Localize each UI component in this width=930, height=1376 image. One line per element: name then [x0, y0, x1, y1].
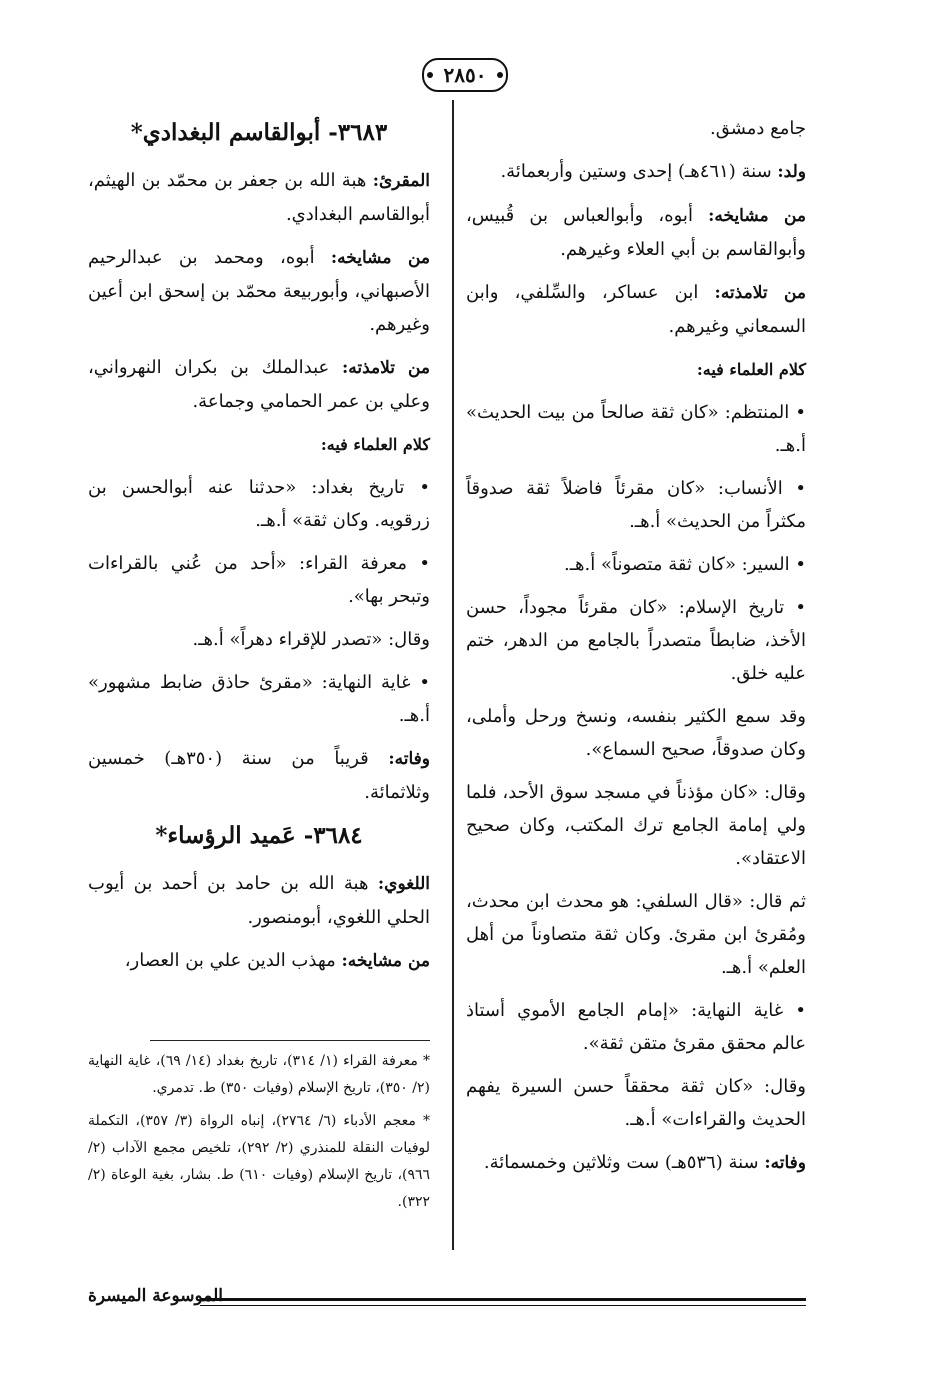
footnote: * معرفة القراء (١/ ٣١٤)، تاريخ بغداد (١٤/ ٦٩)، غاية النهاية (٢/ ٣٥٠)، تاريخ الإسلام (وفيات ٣٥٠) ط. تدمري. [88, 1053, 430, 1096]
birth-paragraph [466, 155, 806, 189]
label: من مشايخه: [330, 248, 431, 268]
text: مهذب الدين علي بن العصار، [124, 950, 342, 971]
quote: وقال: «تصدر للإقراء دهراً» أ.هـ. [192, 629, 430, 650]
label: ولد: [777, 162, 806, 182]
paragraph: جامع دمشق. [709, 118, 806, 139]
column-divider [452, 100, 454, 1250]
scholars-heading: كلام العلماء فيه: [320, 435, 430, 454]
page-number: ٢٨٥٠ [422, 58, 508, 92]
text: سنة (٤٦١هـ) إحدى وستين وأربعمائة. [500, 161, 778, 182]
quote: • تاريخ الإسلام: «كان مقرئاً مجوداً، حسن الأخذ، ضابطاً متصدراً بالجامع من الدهر، ختم عليه خلق. [466, 597, 806, 684]
name-paragraph [88, 164, 430, 231]
label: من تلامذته: [342, 358, 430, 378]
death-paragraph [88, 742, 430, 809]
right-column [466, 112, 806, 1190]
quote: وقال: «كان مؤذناً في مسجد سوق الأحد، فلما ولي إمامة الجامع ترك المكتب، وكان صحيح الاعتقاد». [466, 782, 806, 869]
text: هبة الله بن جعفر بن محمّد بن الهيثم، أبوالقاسم البغدادي. [88, 170, 430, 225]
death-paragraph [466, 1146, 806, 1180]
scholars-heading: كلام العلماء فيه: [696, 360, 806, 379]
quote: • معرفة القراء: «أحد من عُني بالقراءات وتبحر بها». [88, 553, 430, 607]
text: قريباً من سنة (٣٥٠هـ) خمسين وثلاثمائة. [88, 748, 430, 803]
entry-title: ٣٦٨٤- عَميد الرؤساء* [155, 822, 363, 849]
quote: ثم قال: «قال السلفي: هو محدث ابن محدث، ومُقرئ ابن مقرئ. وكان ثقة متصاوناً من أهل العلم» أ.هـ. [466, 891, 806, 978]
footnotes [88, 1048, 430, 1222]
quote: • الأنساب: «كان مقرئاً فاضلاً ثقة صدوقاً مكثراً من الحديث» أ.هـ. [466, 478, 806, 532]
footer-rule [200, 1298, 806, 1306]
label: من مشايخه: [341, 951, 430, 971]
label: من تلامذته: [714, 283, 806, 303]
quote: • غاية النهاية: «مقرئ حاذق ضابط مشهور» أ.هـ. [88, 672, 430, 726]
footnote: * معجم الأدباء (٦/ ٢٧٦٤)، إنباه الرواة (٣/ ٣٥٧)، التكملة لوفيات النقلة للمنذري (٢/ ٢٩٢)، تلخيص مجمع الآداب (٢/ ٩٦٦)، تاريخ الإسلام (وفيات ٦١٠) ط. بشار، بغية الوعاة (٢/ ٣٢٢). [88, 1113, 431, 1210]
text: هبة الله بن حامد بن أحمد بن أيوب الحلي اللغوي، أبومنصور. [88, 873, 430, 928]
text: عبدالملك بن بكران النهرواني، وعلي بن عمر الحمامي وجماعة. [88, 357, 430, 412]
teachers-paragraph [88, 241, 430, 341]
quote: • المنتظم: «كان ثقة صالحاً من بيت الحديث» أ.هـ. [466, 402, 806, 456]
text: سنة (٥٣٦هـ) ست وثلاثين وخمسمائة. [483, 1152, 765, 1173]
students-paragraph [88, 351, 430, 418]
teachers-paragraph [466, 199, 806, 266]
teachers-paragraph [88, 944, 430, 978]
quote: • غاية النهاية: «إمام الجامع الأموي أستاذ عالم محقق مقرئ متقن ثقة». [466, 1000, 806, 1054]
quote: وقال: «كان ثقة محققاً حسن السيرة يفهم الحديث والقراءات» أ.هـ. [466, 1076, 806, 1130]
name-paragraph [88, 867, 430, 934]
quote: • السير: «كان ثقة متصوناً» أ.هـ. [564, 554, 806, 575]
text: أبوه، وأبوالعباس بن قُبيس، وأبوالقاسم بن أبي العلاء وغيرهم. [466, 205, 806, 260]
footer-title: الموسوعة الميسرة [88, 1286, 224, 1306]
label: اللغوي: [377, 874, 430, 894]
text: ابن عساكر، والسِّلفي، وابن السمعاني وغيرهم. [466, 282, 806, 337]
label: وفاته: [764, 1153, 806, 1173]
students-paragraph [466, 276, 806, 343]
text: أبوه، ومحمد بن عبدالرحيم الأصبهاني، وأبوربيعة محمّد بن إسحق ابن أعين وغيرهم. [88, 247, 430, 335]
quote: وقد سمع الكثير بنفسه، ونسخ ورحل وأملى، وكان صدوقاً، صحيح السماع». [466, 706, 806, 760]
entry-title: ٣٦٨٣- أبوالقاسم البغدادي* [130, 119, 388, 146]
label: من مشايخه: [708, 206, 806, 226]
label: وفاته: [388, 749, 430, 769]
left-column [88, 112, 430, 988]
footnote-rule [150, 1040, 430, 1041]
label: المقرئ: [372, 171, 430, 191]
quote: • تاريخ بغداد: «حدثنا عنه أبوالحسن بن زرقويه. وكان ثقة» أ.هـ. [88, 477, 430, 531]
